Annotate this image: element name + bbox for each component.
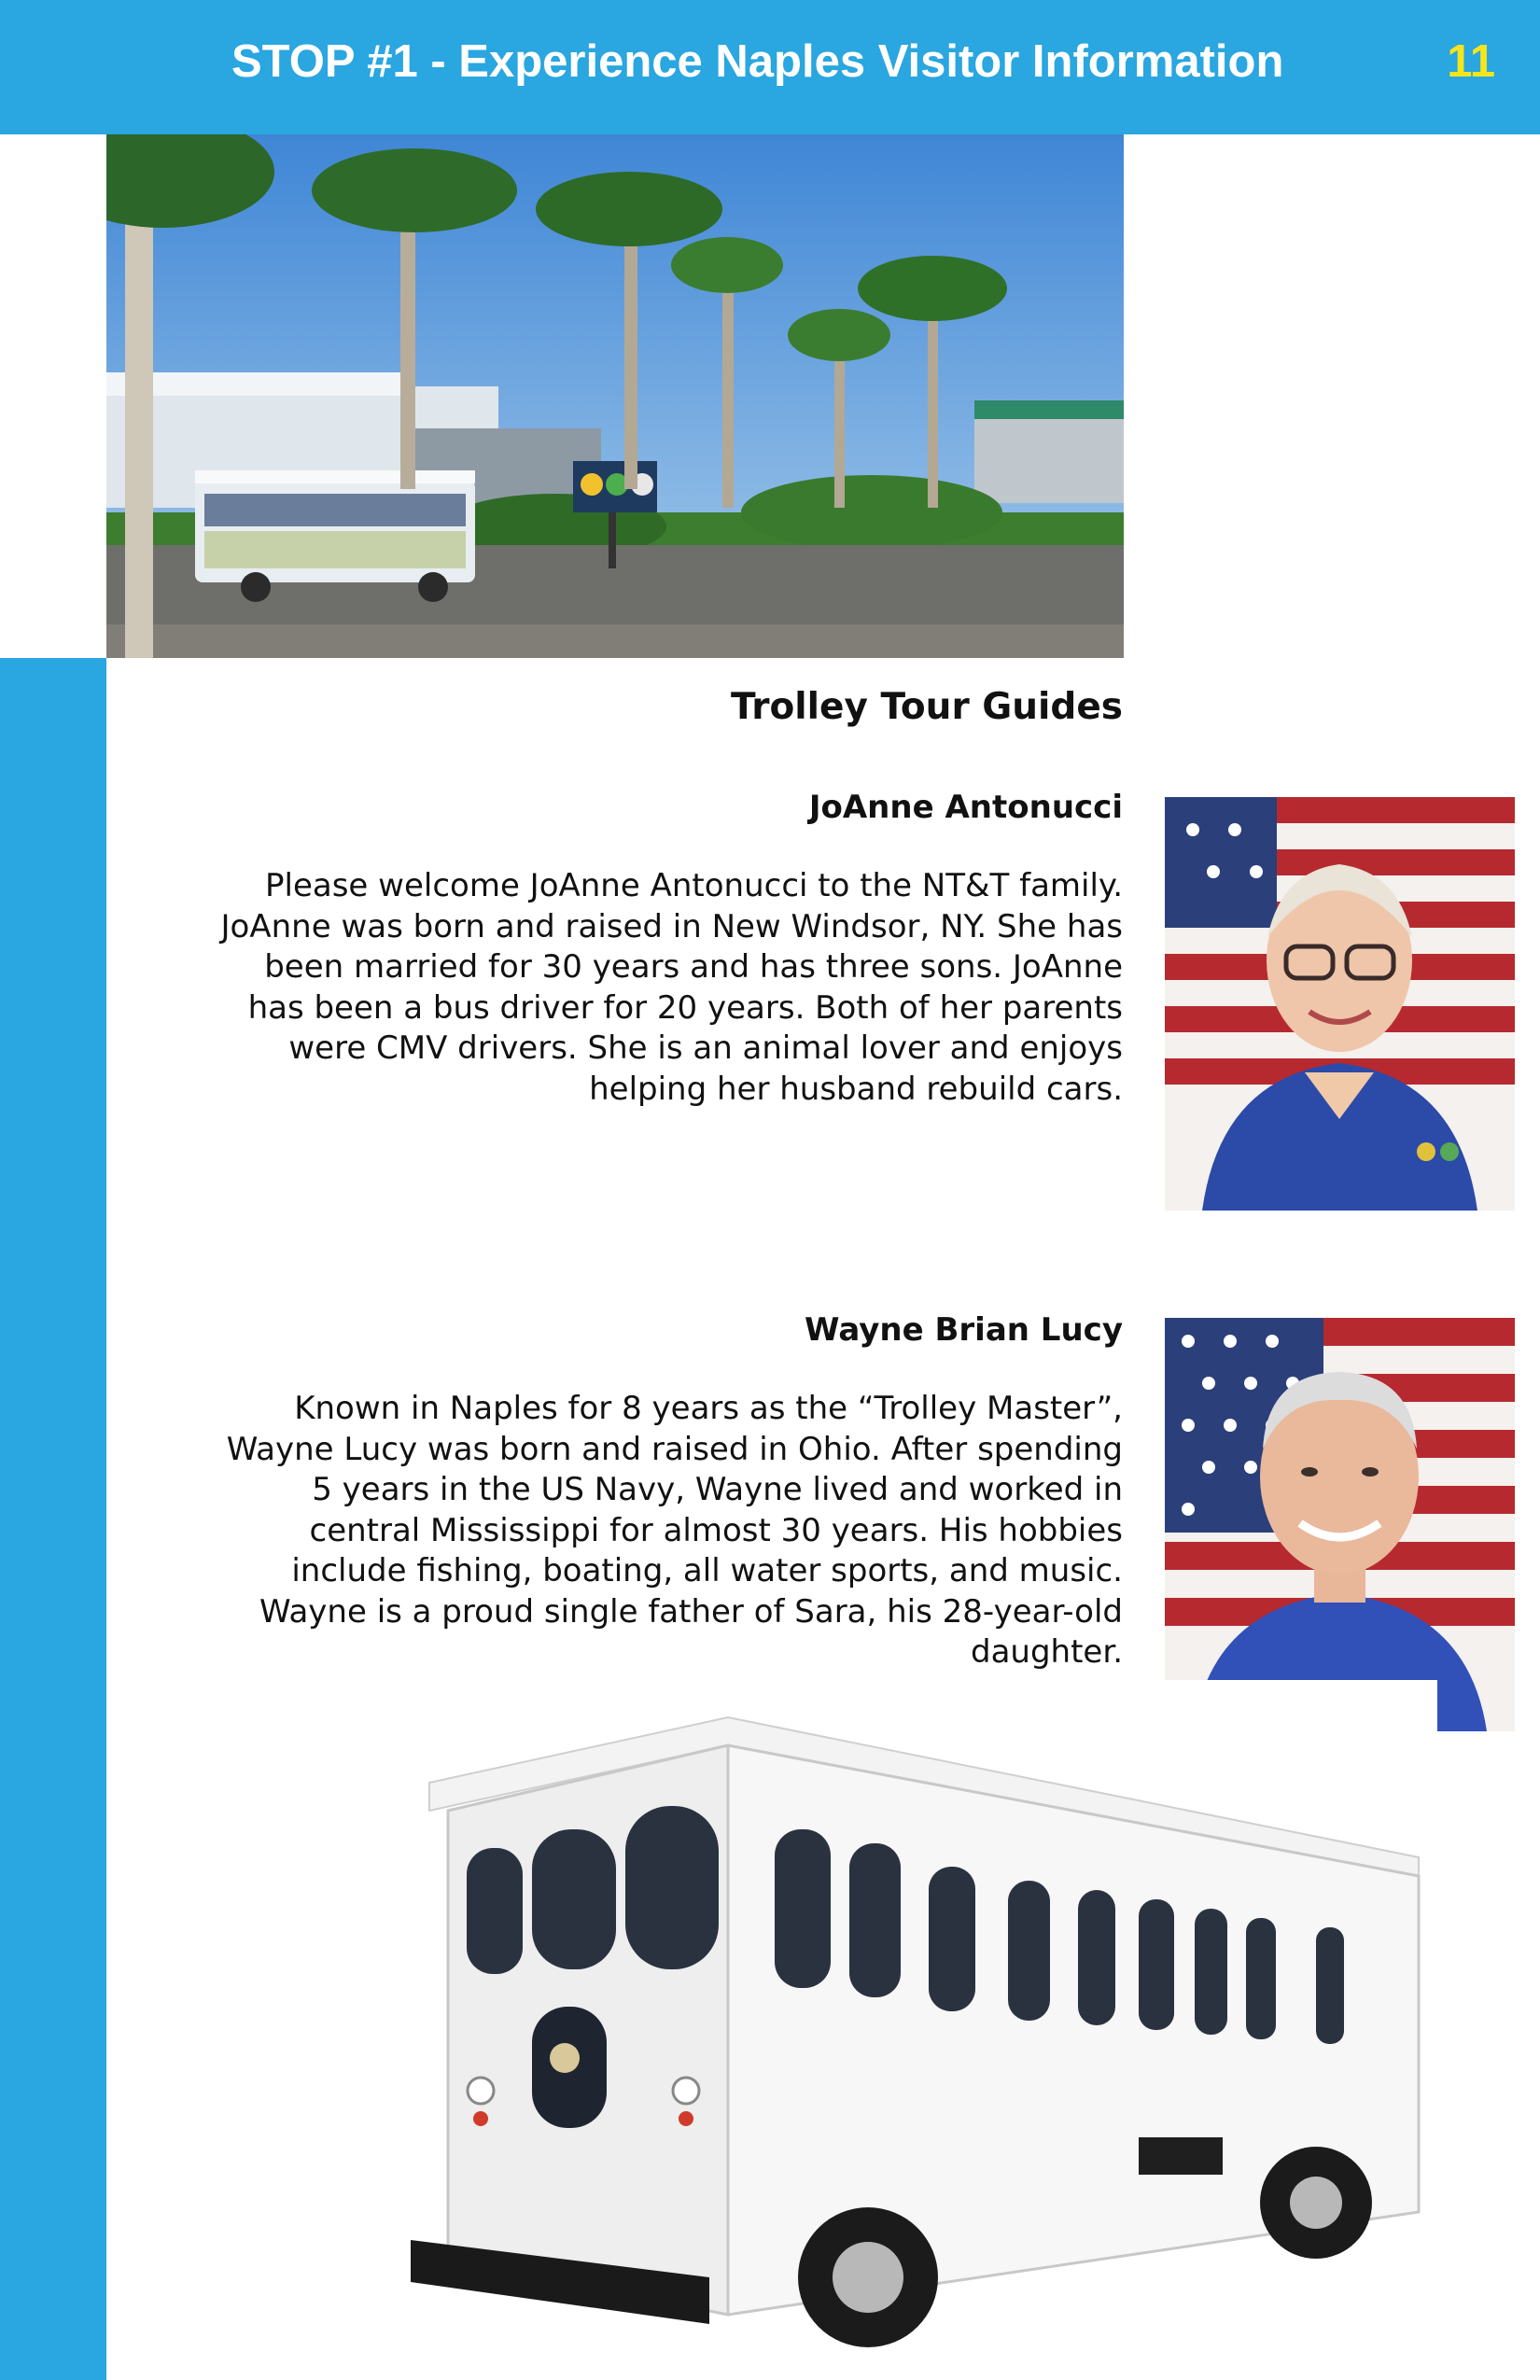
bio-line: Known in Naples for 8 years as the “Trolley Master”, <box>294 1390 1123 1427</box>
bio-line: helping her husband rebuild cars. <box>589 1070 1123 1108</box>
bio-line: Please welcome JoAnne Antonucci to the NT&T family. <box>265 867 1123 904</box>
bio-line: Wayne Lucy was born and raised in Ohio. After spending <box>226 1430 1123 1468</box>
bio-line: JoAnne was born and raised in New Windsor, NY. She has <box>220 907 1123 945</box>
portrait-joanne <box>1165 797 1515 1211</box>
guide-bio-joanne <box>133 866 1123 1110</box>
portrait-wayne <box>1165 1318 1515 1731</box>
bio-line: been married for 30 years and has three sons. JoAnne <box>264 948 1123 986</box>
trolley-photo <box>392 1680 1437 2361</box>
bio-line: were CMV drivers. She is an animal lover and enjoys <box>288 1029 1123 1067</box>
visitor-center-photo <box>106 134 1124 658</box>
guide-name-wayne: Wayne Brian Lucy <box>805 1311 1123 1349</box>
page-number: 11 <box>1447 36 1495 87</box>
page-header <box>0 0 1540 134</box>
guide-bio-wayne <box>133 1389 1123 1673</box>
left-accent-bar <box>0 658 106 2380</box>
header-title: STOP #1 - Experience Naples Visitor Information <box>231 36 1284 87</box>
section-title: Trolley Tour Guides <box>730 686 1123 728</box>
bio-line: central Mississippi for almost 30 years. His hobbies <box>309 1511 1123 1549</box>
bio-line: Wayne is a proud single father of Sara, his 28-year-old <box>259 1592 1123 1631</box>
guide-name-joanne: JoAnne Antonucci <box>808 789 1123 826</box>
bio-line: 5 years in the US Navy, Wayne lived and worked in <box>312 1471 1123 1508</box>
bio-line: has been a bus driver for 20 years. Both of her parents <box>247 988 1123 1027</box>
bio-line: include fishing, boating, all water sports, and music. <box>291 1552 1123 1589</box>
bio-line: daughter. <box>970 1633 1123 1671</box>
